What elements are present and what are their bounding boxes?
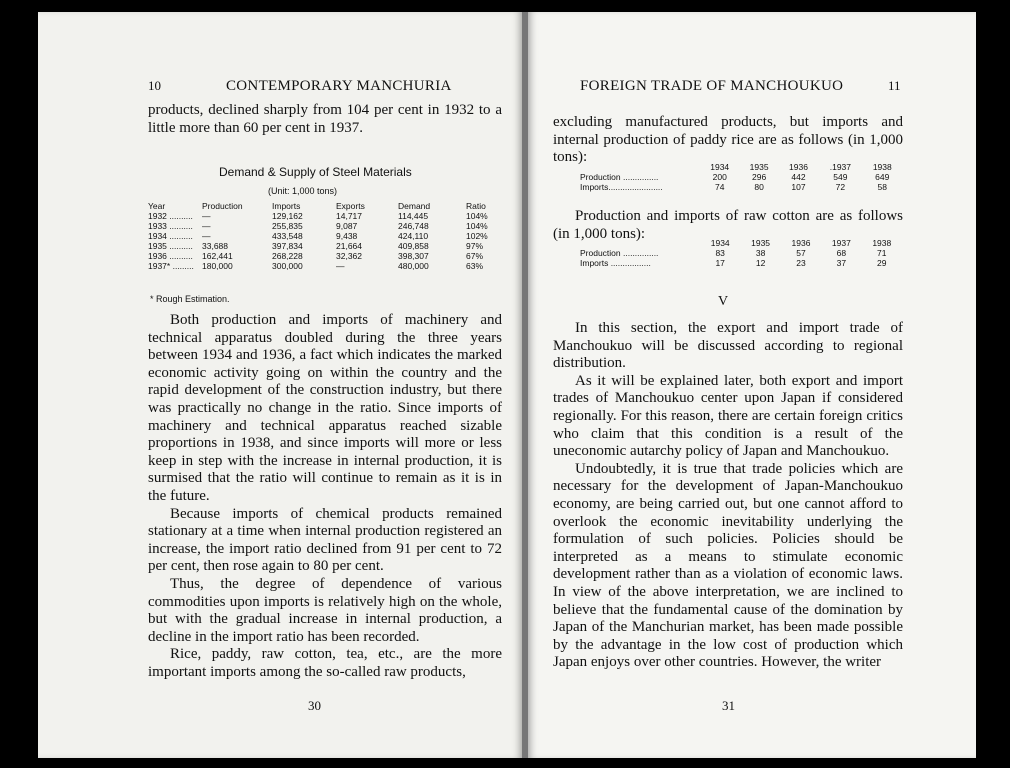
left-page-number: 10 [148,78,161,93]
steel-table-note: * Rough Estimation. [150,294,230,304]
table-cell: 58 [877,182,887,192]
table-cell: 1935 .......... [148,241,193,251]
table-row [148,261,502,271]
table-cell: 200 [712,172,727,182]
table-row [148,231,502,241]
rice-year: 1936 [789,162,808,172]
table-row [580,258,902,268]
steel-col-production: Production [202,201,243,211]
table-cell: 1932 .......... [148,211,193,221]
table-cell: 14,717 [336,211,362,221]
table-cell: 83 [715,248,725,258]
steel-table [148,201,502,271]
steel-col-exports: Exports [336,201,365,211]
right-paragraph: In this section, the export and import trade of Manchoukuo will be discussed according to regional distribution. [553,320,903,372]
table-cell: 17 [715,258,725,268]
steel-col-year: Year [148,201,166,211]
cotton-year: 1935 [751,238,771,248]
table-cell: 409,858 [398,241,429,251]
left-paragraph: Because imports of chemical products remained stationary at a time when internal production registered an increase, the import ratio declined from 91 per cent to 72 per cent, then rose again to 80 per cent. [148,505,502,575]
right-page-number: 11 [888,78,901,93]
table-cell: 397,834 [272,241,303,251]
table-cell: 180,000 [202,261,233,271]
right-body [553,320,903,672]
cotton-year: 1934 [710,238,730,248]
table-cell: 63% [466,261,484,271]
table-cell: 649 [875,172,890,182]
left-paragraph: Rice, paddy, raw cotton, tea, etc., are the more important imports among the so-called raw products, [148,646,502,680]
table-row [148,251,502,261]
steel-col-imports: Imports [272,201,301,211]
table-cell: 129,162 [272,211,303,221]
cotton-table-header [580,238,902,248]
table-cell: — [202,231,211,241]
table-row [580,172,902,182]
table-cell: 398,307 [398,251,429,261]
cotton-year: 1936 [791,238,811,248]
steel-table-header [148,201,502,211]
table-row [580,248,902,258]
section-numeral: V [718,294,729,309]
table-cell: 268,228 [272,251,303,261]
table-cell: 67% [466,251,484,261]
table-cell: 296 [752,172,767,182]
rice-col-label [580,162,700,172]
table-row [580,182,902,192]
rice-year: .1937 [829,162,852,172]
row-label: Production ............... [580,172,659,182]
rice-year: 1935 [749,162,769,172]
table-cell: 57 [796,248,806,258]
right-folio: 31 [722,698,735,713]
row-label: Imports....................... [580,182,663,192]
rice-table-header [580,162,902,172]
left-folio: 30 [308,698,321,713]
table-cell: 433,548 [272,231,303,241]
table-cell: 107 [791,182,806,192]
table-cell: 104% [466,221,488,231]
table-cell: 21,664 [336,241,362,251]
table-cell: 32,362 [336,251,362,261]
table-cell: — [202,221,211,231]
table-cell: 480,000 [398,261,429,271]
table-cell: 246,748 [398,221,429,231]
cotton-year: 1937 [831,238,851,248]
left-page [38,12,522,758]
cotton-table [580,238,902,268]
right-page [528,12,976,758]
left-running-head: CONTEMPORARY MANCHURIA [226,78,452,94]
table-cell: 104% [466,211,488,221]
table-cell: 37 [836,258,847,268]
table-cell: 97% [466,241,484,251]
table-cell: 68 [836,248,847,258]
cotton-intro: Production and imports of raw cotton are as follows (in 1,000 tons): [553,208,903,242]
cotton-year: 1938 [872,238,892,248]
table-cell: — [202,211,211,221]
steel-col-demand: Demand [398,201,431,211]
table-cell: 549 [833,172,848,182]
row-label: Production ............... [580,248,659,258]
table-cell: 442 [791,172,806,182]
table-cell: 424,110 [398,231,429,241]
table-cell: 1937* ......... [148,261,194,271]
table-cell: 1936 .......... [148,251,193,261]
table-row [148,241,502,251]
table-cell: 33,688 [202,241,228,251]
table-cell: 300,000 [272,261,303,271]
table-cell: 162,441 [202,251,233,261]
left-paragraph: Both production and imports of machinery and technical apparatus doubled during the three years between 1934 and 1936, a fact which indicates the marked economic activity going on within the country and the rapid development of the construction industry, but there was practically no change in the ratio. Since imports of machinery and technical apparatus reached sizable proportions in 1938, and since imports will more or less keep in step with the increase in internal production, it is surmised that the ratio will continue to remain as it is in the future. [148,312,502,504]
left-intro-text: products, declined sharply from 104 per cent in 1932 to a little more than 60 per cent in 1937. [148,102,502,136]
table-cell: 9,087 [336,221,358,231]
table-cell: 74 [714,182,725,192]
table-cell: 29 [877,258,887,268]
left-paragraph: Thus, the degree of dependence of various commodities upon imports is relatively high on the whole, but with the gradual increase in internal production, a decline in the import ratio has been recorded. [148,575,502,645]
right-intro-text: excluding manufactured products, but imports and internal production of paddy rice are as follows (in 1,000 tons): [553,114,903,166]
steel-col-ratio: Ratio [466,201,486,211]
steel-table-units: (Unit: 1,000 tons) [268,186,338,196]
row-label: Imports ................. [580,258,651,268]
table-cell: — [336,261,345,271]
table-cell: 9,438 [336,231,358,241]
table-row [148,221,502,231]
rice-year: 1934 [710,162,730,172]
left-body [148,312,502,681]
cotton-col-label [580,238,700,248]
table-cell: 12 [755,258,766,268]
table-cell: 1933 .......... [148,221,193,231]
table-cell: 38 [755,248,766,258]
right-paragraph: Undoubtedly, it is true that trade policies which are necessary for the development of Japan-Manchoukuo economy, are being carried out, but one cannot afford to overlook the economic inevitability underlying the formulation of such policies. Policies should be interpreted as a means to stimulate economic development rather than as a violation of economic laws. In view of the above interpretation, we are inclined to believe that the fundamental cause of the domination by Japan of the Manchurian market, has been made possible by the advantage in the low cost of production which Japan enjoys over other countries. However, the writer [553,460,903,671]
table-row [148,211,502,221]
table-cell: 23 [796,258,806,268]
table-cell: 1934 .......... [148,231,193,241]
table-cell: 72 [835,182,846,192]
rice-year: 1938 [872,162,892,172]
table-cell: 255,835 [272,221,303,231]
table-cell: 114,445 [398,211,429,221]
table-cell: 71 [877,248,887,258]
table-cell: 80 [754,182,764,192]
right-running-head: FOREIGN TRADE OF MANCHOUKUO [580,78,844,94]
steel-table-title: Demand & Supply of Steel Materials [219,165,412,179]
right-paragraph: As it will be explained later, both export and import trades of Manchoukuo center upon Japan if considered regionally. For this reason, there are certain foreign critics who claim that this condition is a result of the uneconomic autarchy policy of Japan and Manchoukuo. [553,372,903,460]
rice-table [580,162,902,192]
table-cell: 102% [466,231,488,241]
